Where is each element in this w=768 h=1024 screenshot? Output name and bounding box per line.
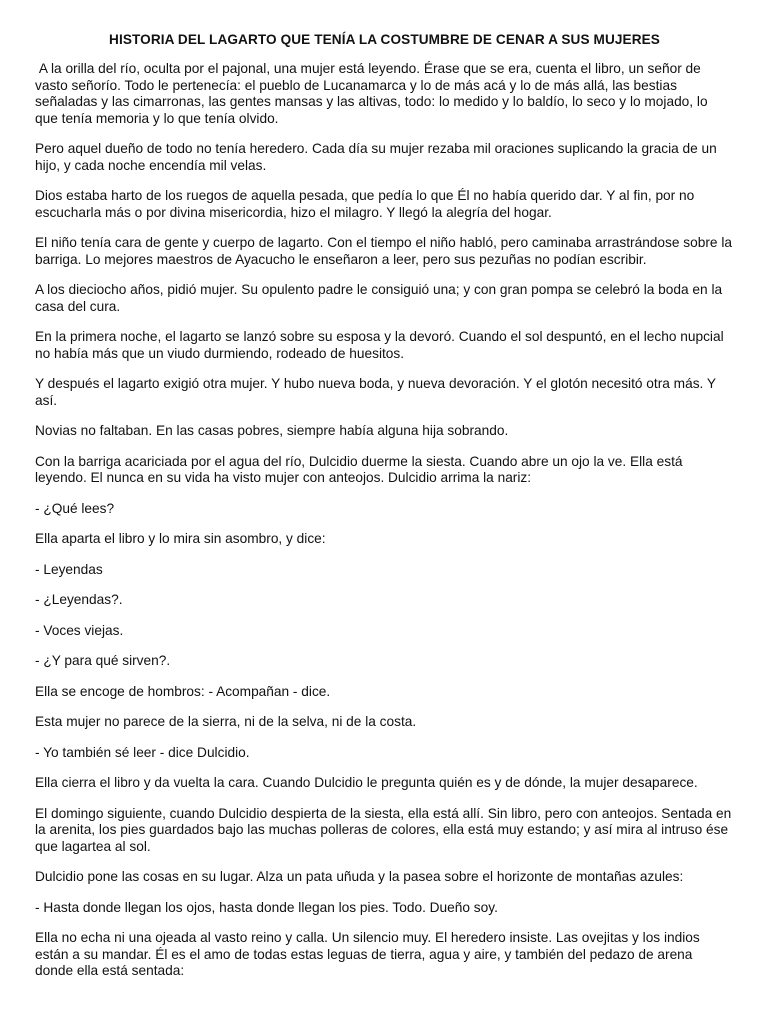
paragraph: Novias no faltaban. En las casas pobres, siempre había alguna hija sobrando. xyxy=(35,423,509,438)
paragraph: Esta mujer no parece de la sierra, ni de la selva, ni de la costa. xyxy=(35,714,417,729)
dialogue-line: - ¿Y para qué sirven?. xyxy=(35,653,171,668)
dialogue-line: - Voces viejas. xyxy=(35,622,124,638)
paragraph: Ella cierra el libro y da vuelta la cara. Cuando Dulcidio le pregunta quién es y de dónde, la mujer desaparece. xyxy=(35,775,698,790)
dialogue-line: - Leyendas xyxy=(35,561,103,577)
document-body xyxy=(35,61,734,980)
paragraph: El domingo siguiente, cuando Dulcidio despierta de la siesta, ella está allí. Sin libro, pero con anteojos. Sentada en la arenita, los pies guardados bajo las muchas polleras de colores, ella está muy estando; y así mira al intruso ése que lagartea al sol. xyxy=(35,805,736,854)
dialogue-line: - Yo también sé leer - dice Dulcidio. xyxy=(35,744,250,760)
paragraph: El niño tenía cara de gente y cuerpo de lagarto. Con el tiempo el niño habló, pero caminaba arrastrándose sobre la barriga. Lo mejores maestros de Ayacucho le enseñaron a leer, pero sus pezuñas no podían escribir. xyxy=(35,235,736,267)
dialogue-line: - Hasta donde llegan los ojos, hasta donde llegan los pies. Todo. Dueño soy. xyxy=(35,899,498,915)
paragraph: Pero aquel dueño de todo no tenía heredero. Cada día su mujer rezaba mil oraciones suplicando la gracia de un hijo, y cada noche encendía mil velas. xyxy=(35,141,721,173)
paragraph: A los dieciocho años, pidió mujer. Su opulento padre le consiguió una; y con gran pompa se celebró la boda en la casa del cura. xyxy=(35,282,726,314)
paragraph: Dulcidio pone las cosas en su lugar. Alza un pata uñuda y la pasea sobre el horizonte de montañas azules: xyxy=(35,869,684,884)
paragraph: Con la barriga acariciada por el agua del río, Dulcidio duerme la siesta. Cuando abre un ojo la ve. Ella está leyendo. El nunca en su vida ha visto mujer con anteojos. Dulcidio arrima la nariz: xyxy=(35,453,687,485)
paragraph: Ella aparta el libro y lo mira sin asombro, y dice: xyxy=(35,531,326,546)
dialogue-line: - ¿Leyendas?. xyxy=(35,592,123,607)
paragraph: Ella se encoge de hombros: - Acompañan - dice. xyxy=(35,683,331,699)
dialogue-line: - ¿Qué lees? xyxy=(35,500,115,516)
paragraph: Ella no echa ni una ojeada al vasto reino y calla. Un silencio muy. El heredero insiste. Las ovejitas y los indios están a su mandar. Él es el amo de todas estas leguas de tierra, agua y aire, y también del pedazo de arena donde ella está sentada: xyxy=(35,930,704,978)
document-title: HISTORIA DEL LAGARTO QUE TENÍA LA COSTUMBRE DE CENAR A SUS MUJERES xyxy=(109,32,660,47)
paragraph: Dios estaba harto de los ruegos de aquella pesada, que pedía lo que Él no había querido dar. Y al fin, por no escucharla más o por divina misericordia, hizo el milagro. Y llegó la alegría del hogar. xyxy=(35,188,699,220)
paragraph: En la primera noche, el lagarto se lanzó sobre su esposa y la devoró. Cuando el sol despuntó, en el lecho nupcial no había más que un viudo durmiendo, rodeado de huesitos. xyxy=(35,329,728,361)
paragraph: Y después el lagarto exigió otra mujer. Y hubo nueva boda, y nueva devoración. Y el glotón necesitó otra más. Y así. xyxy=(35,376,720,408)
paragraph: A la orilla del río, oculta por el pajonal, una mujer está leyendo. Érase que se era, cuenta el libro, un señor de vasto señorío. Todo le pertenecía: el pueblo de Lucanamarca y lo de más acá y lo de más allá, las bestias señaladas y las cimarronas, las gentes mansas y las altivas, todo: lo medido y lo baldío, lo seco y lo mojado, lo que tenía memoria y lo que tenía olvido. xyxy=(35,61,712,126)
